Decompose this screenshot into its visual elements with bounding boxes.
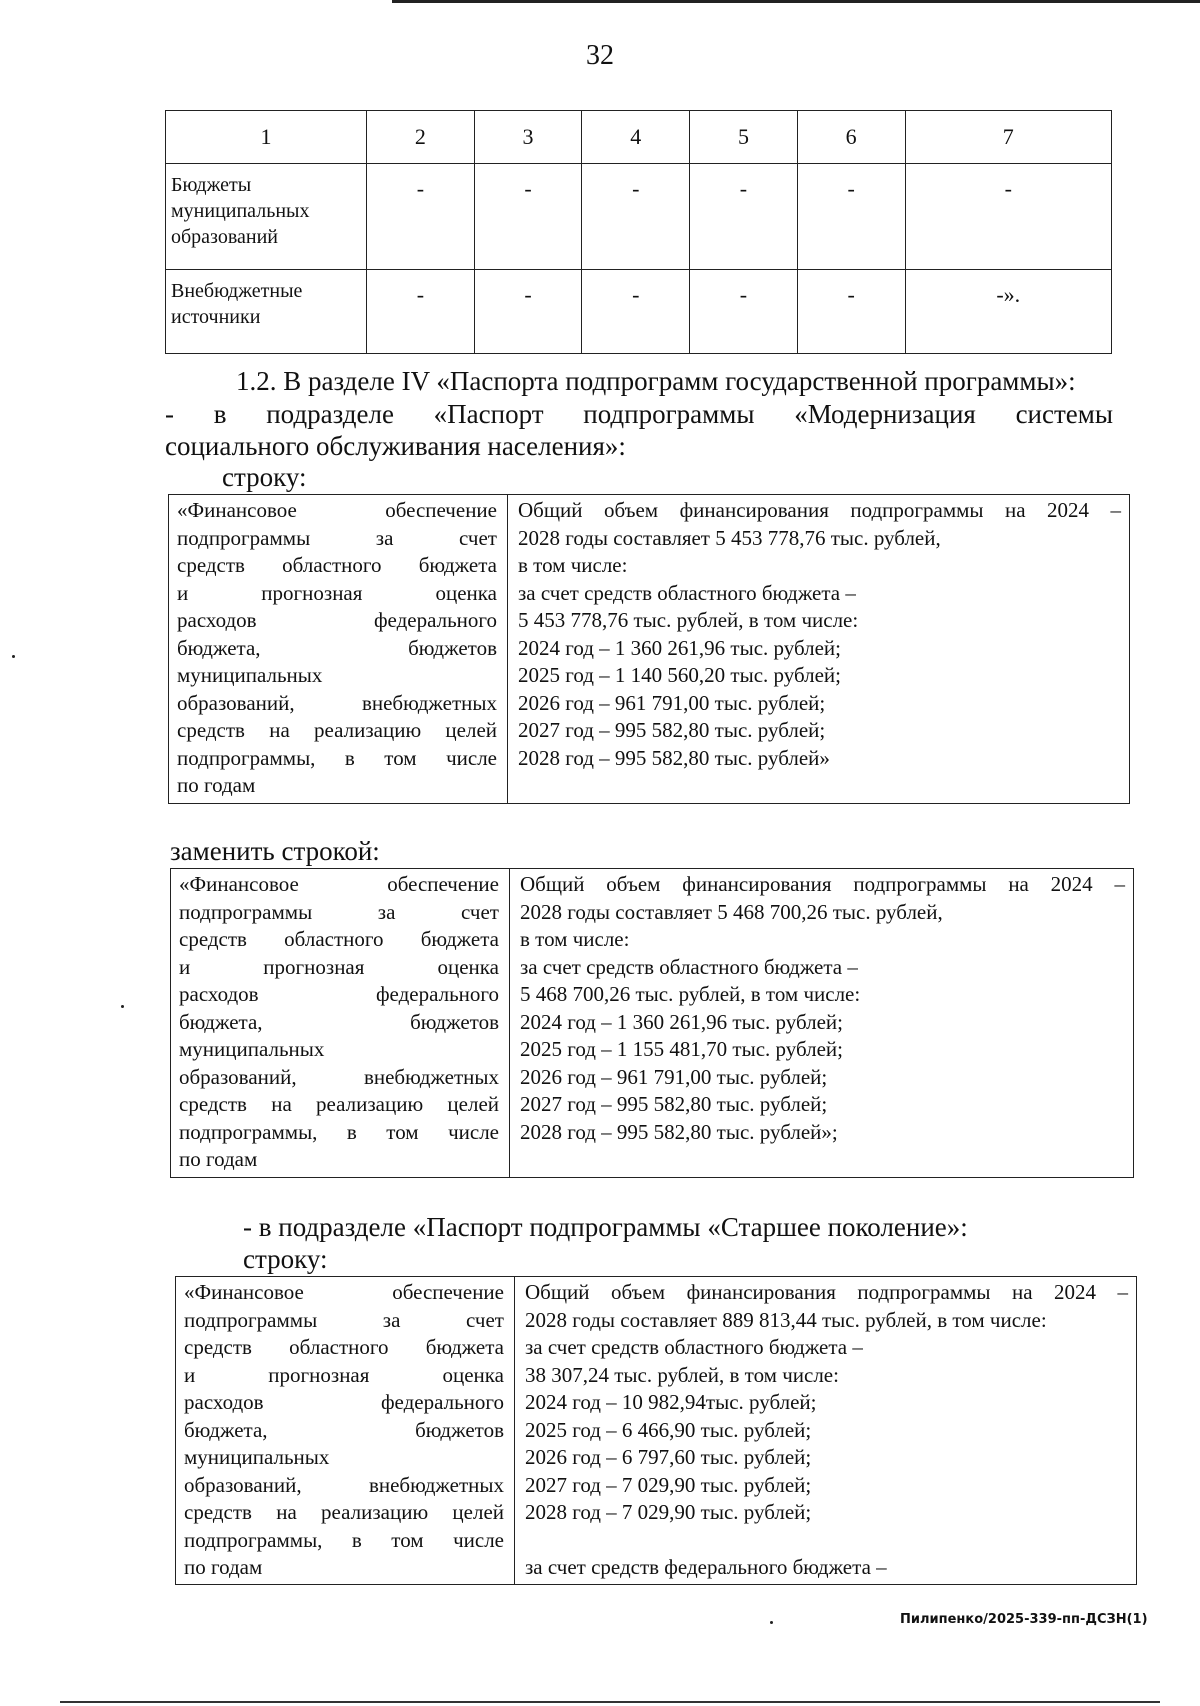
finance-table-elderly [175,1276,1137,1585]
value-line: за счет средств областного бюджета – [518,580,856,605]
table-cell: - [905,164,1111,270]
table-header-cell: 3 [474,111,582,164]
label-line: подпрограммы за счет [184,1307,504,1332]
label-line: расходов федерального [184,1390,504,1414]
label-line: «Финансовое обеспечение [184,1280,504,1304]
label-line: подпрограммы, в том числе [184,1527,504,1552]
label-line: и прогнозная оценка [177,580,497,605]
label-line: средств на реализацию целей [177,718,497,742]
label-line: подпрограммы за счет [179,899,499,924]
value-line: 2026 год – 6 797,60 тыс. рублей; [525,1445,812,1469]
finance-table-old [168,494,1130,804]
value-line: в том числе: [520,927,630,951]
scan-speck [770,1621,773,1624]
label-line: муниципальных [179,1037,325,1061]
table-cell: - [582,270,690,354]
table-cell: - [367,164,475,270]
table-header-cell: 1 [166,111,367,164]
top-edge-line [392,0,1200,3]
value-line: 38 307,24 тыс. рублей, в том числе: [525,1362,839,1387]
label-line: образований, внебюджетных [184,1472,504,1497]
label-line: образований, внебюджетных [179,1064,499,1089]
label-line: и прогнозная оценка [184,1362,504,1387]
value-line: за счет средств федерального бюджета – [525,1555,887,1579]
table-row [176,1277,1137,1585]
value-line: 2028 годы составляет 889 813,44 тыс. рублей, в том числе: [525,1307,1047,1332]
finance-value-cell [510,869,1134,1178]
value-line: 2026 год – 961 791,00 тыс. рублей; [520,1064,828,1089]
value-line: 2027 год – 7 029,90 тыс. рублей; [525,1472,812,1497]
label-line: и прогнозная оценка [179,954,499,979]
section-paragraph: 1.2. В разделе IV «Паспорта подпрограмм государственной программы»: [236,366,1076,396]
label-line: средств на реализацию целей [179,1092,499,1116]
finance-table-new [170,868,1134,1178]
value-line: Общий объем финансирования подпрограммы на 2024 – [518,498,1121,522]
label-line: расходов федерального [179,982,499,1006]
table-cell: - [367,270,475,354]
value-line: 2028 годы составляет 5 468 700,26 тыс. рублей, [520,899,943,924]
value-line: 2025 год – 1 155 481,70 тыс. рублей; [520,1037,844,1061]
scan-speck [121,1005,124,1008]
table-cell: - [797,164,905,270]
label-line: средств областного бюджета [184,1335,504,1359]
finance-label-cell [169,495,508,804]
table-cell: - [690,270,798,354]
table-cell: -». [905,270,1111,354]
label-line: образований, внебюджетных [177,690,497,715]
table-header-cell: 7 [905,111,1111,164]
label-line: по годам [179,1147,258,1171]
value-line: за счет средств областного бюджета – [520,954,858,979]
value-line: 2024 год – 1 360 261,96 тыс. рублей; [518,635,842,660]
row-label-text: строку: [222,462,307,492]
bottom-edge-line [60,1701,1160,1703]
label-line: «Финансовое обеспечение [179,872,499,896]
subsection-paragraph: - в подразделе «Паспорт подпрограммы «Старшее поколение»: [243,1212,968,1242]
value-line: 2028 год – 995 582,80 тыс. рублей»; [520,1119,838,1144]
finance-label-cell [171,869,510,1178]
row-label: Внебюджетные источники [166,270,367,354]
value-line: Общий объем финансирования подпрограммы на 2024 – [525,1280,1128,1304]
value-line [525,1527,1128,1555]
funding-sources-table [165,110,1112,354]
table-header-cell: 5 [690,111,798,164]
table-cell: - [797,270,905,354]
value-line: 2024 год – 1 360 261,96 тыс. рублей; [520,1009,844,1034]
table-header-cell: 2 [367,111,475,164]
table-cell: - [474,164,582,270]
label-line: бюджета, бюджетов [179,1009,499,1034]
subsection-paragraph-cont: социального обслуживания населения»: [165,431,626,461]
label-line: «Финансовое обеспечение [177,498,497,522]
table-cell: - [582,164,690,270]
value-line: 5 453 778,76 тыс. рублей, в том числе: [518,608,859,632]
value-line: 2027 год – 995 582,80 тыс. рублей; [518,718,826,742]
label-line: средств на реализацию целей [184,1500,504,1524]
subsection-paragraph: - в подразделе «Паспорт подпрограммы «Модернизация системы [165,399,1113,429]
label-line: бюджета, бюджетов [177,635,497,660]
finance-value-cell [515,1277,1137,1585]
table-cell: - [690,164,798,270]
value-line: 2024 год – 10 982,94тыс. рублей; [525,1390,817,1414]
table-row [171,869,1134,1178]
label-line: средств областного бюджета [177,553,497,577]
label-line: средств областного бюджета [179,927,499,951]
page-number: 32 [586,40,614,71]
value-line: в том числе: [518,553,628,577]
table-header-cell: 4 [582,111,690,164]
table-header-row [166,111,1112,164]
replace-label: заменить строкой: [170,836,380,866]
table-row [166,270,1112,354]
table-row [166,164,1112,270]
label-line: подпрограммы, в том числе [177,745,497,770]
document-footer-code: Пилипенко/2025-339-пп-ДСЗН(1) [900,1612,1148,1627]
label-line: подпрограммы, в том числе [179,1119,499,1144]
table-header-cell: 6 [797,111,905,164]
label-line: по годам [177,773,256,797]
scan-speck [12,655,15,658]
value-line: 2028 год – 7 029,90 тыс. рублей; [525,1500,812,1524]
value-line: 2028 год – 995 582,80 тыс. рублей» [518,745,830,770]
finance-label-cell [176,1277,515,1585]
value-line: 2027 год – 995 582,80 тыс. рублей; [520,1092,828,1116]
table-cell: - [474,270,582,354]
value-line: Общий объем финансирования подпрограммы на 2024 – [520,872,1125,896]
table-row [169,495,1130,804]
value-line: за счет средств областного бюджета – [525,1335,863,1359]
value-line: 2025 год – 6 466,90 тыс. рублей; [525,1417,812,1442]
value-line: 5 468 700,26 тыс. рублей, в том числе: [520,982,861,1006]
value-line: 2028 годы составляет 5 453 778,76 тыс. рублей, [518,525,941,550]
label-line: муниципальных [184,1445,330,1469]
label-line: бюджета, бюджетов [184,1417,504,1442]
row-label-text: строку: [243,1244,328,1274]
value-line: 2026 год – 961 791,00 тыс. рублей; [518,690,826,715]
row-label: Бюджеты муниципальных образований [166,164,367,270]
finance-value-cell [508,495,1130,804]
label-line: по годам [184,1555,263,1579]
label-line: расходов федерального [177,608,497,632]
label-line: муниципальных [177,663,323,687]
label-line: подпрограммы за счет [177,525,497,550]
value-line: 2025 год – 1 140 560,20 тыс. рублей; [518,663,842,687]
